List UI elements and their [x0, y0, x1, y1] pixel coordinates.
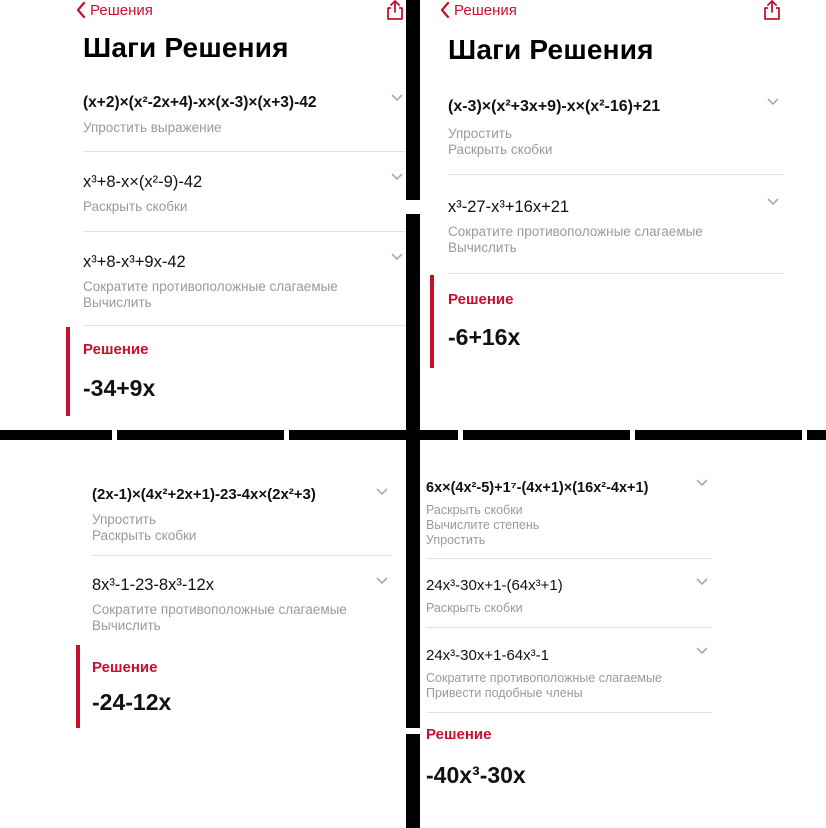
step-note: Раскрыть скобки — [448, 142, 553, 157]
step-note: Вычислить — [92, 618, 161, 633]
divider-gap — [458, 430, 463, 440]
step-separator — [83, 325, 406, 326]
step-1[interactable] — [92, 484, 382, 544]
solution-panel-2 — [420, 0, 826, 430]
chevron-down-icon[interactable] — [375, 576, 389, 586]
solution-block — [76, 645, 396, 730]
step-note: Вычислить — [83, 295, 152, 310]
step-separator — [426, 558, 712, 559]
step-note: Упростить — [448, 126, 512, 141]
step-note: Сократите противоположные слагаемые — [426, 671, 662, 685]
back-button[interactable] — [440, 0, 517, 20]
step-separator — [448, 273, 783, 274]
step-1[interactable] — [448, 96, 778, 158]
step-separator — [83, 151, 406, 152]
step-1[interactable] — [426, 477, 706, 548]
solution-accent-bar — [76, 645, 80, 728]
solution-label: Решение — [426, 726, 492, 743]
divider-gap — [630, 430, 635, 440]
solution-block — [66, 327, 406, 417]
page-title: Шаги Решения — [448, 34, 654, 65]
back-label: Решения — [454, 1, 517, 19]
back-button[interactable] — [76, 0, 153, 20]
solution-value: -40x³-30x — [426, 762, 526, 788]
step-note: Упростить — [92, 512, 156, 527]
chevron-down-icon[interactable] — [390, 252, 404, 262]
step-note: Раскрыть скобки — [426, 503, 523, 517]
step-expression: 24x³-30x+1-(64x³+1) — [426, 577, 563, 594]
chevron-down-icon[interactable] — [390, 93, 404, 103]
solution-label: Решение — [92, 659, 158, 676]
step-2[interactable] — [92, 574, 372, 634]
step-separator — [426, 712, 712, 713]
step-note: Сократите противоположные слагаемые — [92, 602, 347, 617]
step-expression: x³-27-x³+16x+21 — [448, 198, 570, 216]
chevron-left-icon — [76, 2, 86, 18]
step-expression: 8x³-1-23-8x³-12x — [92, 576, 214, 594]
step-note: Вычислите степень — [426, 518, 540, 532]
step-note: Раскрыть скобки — [92, 528, 197, 543]
step-3[interactable] — [83, 251, 383, 311]
chevron-down-icon[interactable] — [695, 577, 709, 587]
solution-block — [430, 275, 780, 370]
step-note: Упростить — [426, 533, 486, 547]
divider-gap — [802, 430, 807, 440]
step-separator — [448, 174, 783, 175]
solution-panel-4 — [420, 440, 826, 828]
horizontal-divider — [0, 430, 826, 440]
back-label: Решения — [90, 1, 153, 19]
chevron-left-icon — [440, 2, 450, 18]
step-expression: 24x³-30x+1-64x³-1 — [426, 647, 549, 664]
page-title: Шаги Решения — [83, 32, 289, 63]
solution-label: Решение — [83, 341, 149, 358]
vertical-divider — [406, 0, 420, 828]
step-3[interactable] — [426, 645, 716, 701]
step-2[interactable] — [83, 171, 383, 215]
chevron-down-icon[interactable] — [390, 172, 404, 182]
solution-value: -6+16x — [448, 324, 521, 350]
solution-accent-bar — [430, 275, 434, 368]
solution-value: -24-12x — [92, 689, 172, 715]
step-separator — [426, 627, 712, 628]
chevron-down-icon[interactable] — [375, 487, 389, 497]
chevron-down-icon[interactable] — [695, 478, 709, 488]
step-note: Вычислить — [448, 240, 517, 255]
step-expression: x³+8-x³+9x-42 — [83, 253, 186, 271]
chevron-down-icon[interactable] — [695, 646, 709, 656]
step-2[interactable] — [448, 196, 758, 256]
step-expression: (x+2)×(x²-2x+4)-x×(x-3)×(x+3)-42 — [83, 94, 317, 111]
solution-accent-bar — [66, 327, 70, 416]
step-note: Сократите противоположные слагаемые — [448, 224, 703, 239]
step-expression: x³+8-x×(x²-9)-42 — [83, 173, 203, 191]
solution-label: Решение — [448, 291, 514, 308]
chevron-down-icon[interactable] — [766, 97, 780, 107]
share-icon[interactable] — [386, 0, 404, 20]
step-note: Раскрыть скобки — [426, 601, 523, 615]
step-expression: (x-3)×(x²+3x+9)-x×(x²-16)+21 — [448, 98, 661, 115]
divider-gap — [406, 200, 420, 214]
step-expression: 6x×(4x²-5)+1⁷-(4x+1)×(16x²-4x+1) — [426, 480, 649, 496]
share-icon[interactable] — [763, 0, 781, 20]
divider-gap — [112, 430, 117, 440]
step-note: Упростить выражение — [83, 120, 222, 135]
step-separator — [83, 231, 406, 232]
divider-gap — [284, 430, 289, 440]
step-separator — [92, 555, 392, 556]
step-note: Привести подобные члены — [426, 686, 583, 700]
step-note: Сократите противоположные слагаемые — [83, 279, 338, 294]
step-2[interactable] — [426, 575, 686, 616]
solution-panel-3 — [0, 440, 406, 828]
solution-panel-1 — [0, 0, 406, 430]
chevron-down-icon[interactable] — [766, 197, 780, 207]
step-1[interactable] — [83, 92, 403, 136]
step-expression: (2x-1)×(4x²+2x+1)-23-4x×(2x²+3) — [92, 486, 316, 503]
solution-block — [420, 720, 720, 810]
solution-value: -34+9x — [83, 375, 156, 401]
divider-gap — [406, 728, 420, 734]
step-note: Раскрыть скобки — [83, 199, 188, 214]
